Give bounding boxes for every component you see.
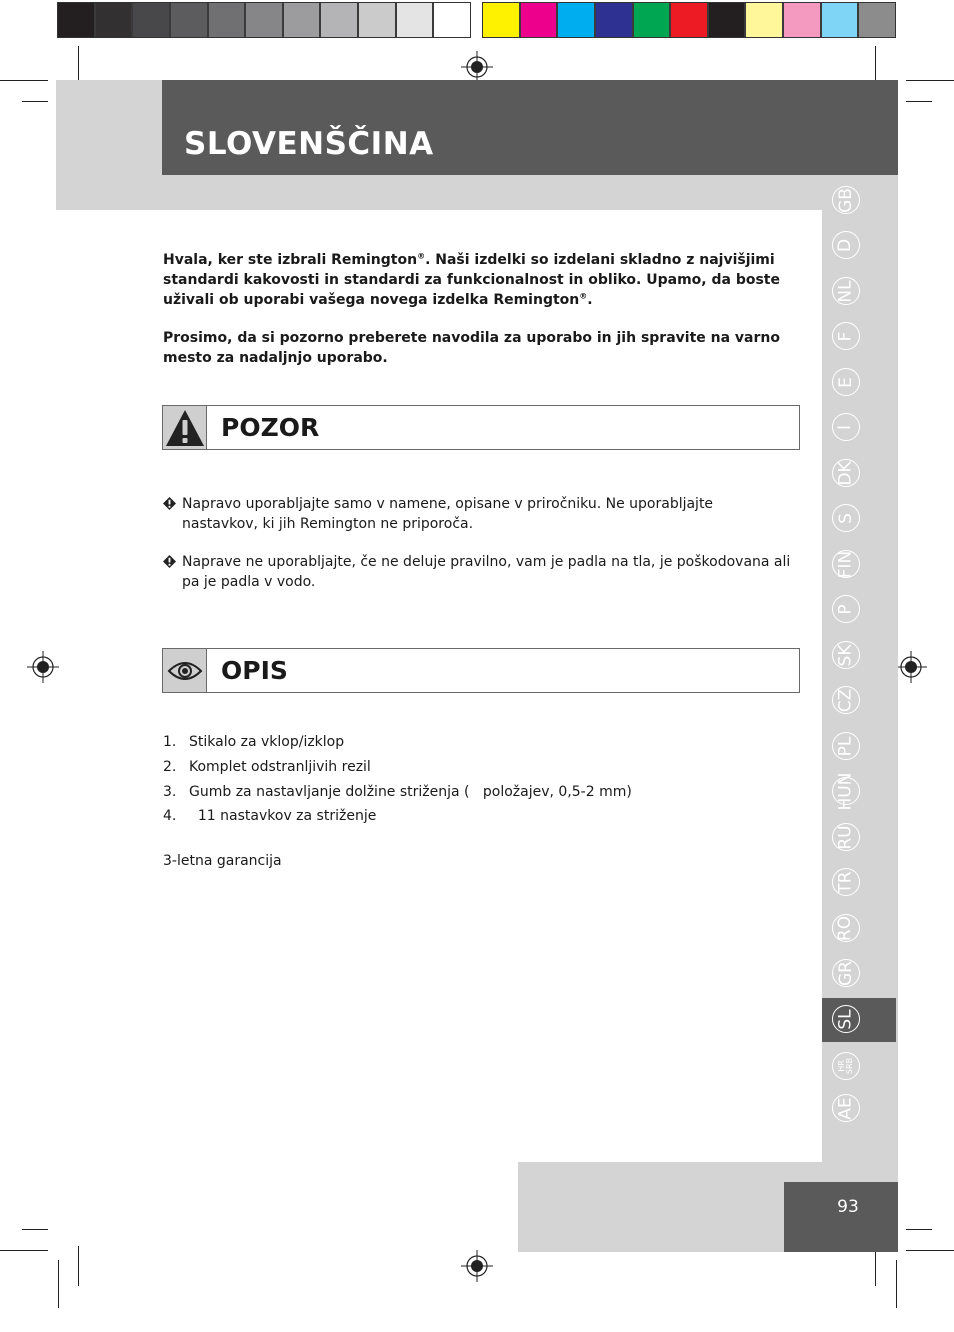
color-swatch <box>284 3 322 37</box>
color-swatch <box>171 3 209 37</box>
page-number: 93 <box>837 1197 859 1217</box>
warranty-text: 3-letna garancija <box>163 853 282 869</box>
list-item <box>163 755 632 780</box>
footer-band-dark <box>784 1182 898 1252</box>
color-swatch <box>634 3 672 37</box>
color-swatch <box>483 3 521 37</box>
item-number: 3. <box>163 783 177 800</box>
language-tab-label: SL <box>835 1008 856 1030</box>
registration-mark-icon <box>895 651 927 683</box>
language-tab-gr[interactable] <box>832 959 860 987</box>
item-number: 2. <box>163 759 177 776</box>
language-tab-label: FIN <box>835 550 856 578</box>
crop-mark <box>906 80 954 81</box>
exclamation-triangle-icon <box>163 406 207 449</box>
item-number: 1. <box>163 734 177 751</box>
language-tab-label: SK <box>835 644 856 666</box>
language-tab-label: I <box>835 424 856 430</box>
color-swatch <box>96 3 134 37</box>
eye-icon <box>163 649 207 692</box>
language-tab-label: E <box>835 376 856 388</box>
registration-mark-icon <box>461 1250 493 1282</box>
color-swatch <box>596 3 634 37</box>
language-tab-label: PL <box>835 736 856 756</box>
color-swatch <box>434 3 470 37</box>
list-item <box>163 552 793 592</box>
color-swatch <box>671 3 709 37</box>
language-tab-label: GB <box>835 187 856 213</box>
color-swatch <box>822 3 860 37</box>
grayscale-color-bar <box>57 2 471 38</box>
caution-item-text: Napravo uporabljajte samo v namene, opisane v priročniku. Ne uporabljajte nastavkov, ki jih Remington ne priporoča. <box>182 496 714 532</box>
color-swatch <box>58 3 96 37</box>
language-tab-label: P <box>835 603 856 615</box>
crop-mark <box>22 101 48 102</box>
language-tab-fin[interactable] <box>832 550 860 578</box>
warning-diamond-icon <box>163 494 182 534</box>
registration-mark-icon <box>461 51 493 83</box>
crop-mark <box>0 80 48 81</box>
item-text: Stikalo za vklop/izklop <box>189 734 345 751</box>
item-text: Gumb za nastavljanje dolžine striženja ( položajev, 0,5-2 mm) <box>189 783 632 800</box>
warning-diamond-icon <box>163 552 182 592</box>
crop-mark <box>22 1229 48 1230</box>
cmyk-color-bar <box>482 2 896 38</box>
list-item <box>163 804 632 829</box>
language-tab-label: TR <box>835 870 856 894</box>
item-number: 4. <box>163 808 177 825</box>
language-tab-cz[interactable] <box>832 686 860 714</box>
language-tab-sk[interactable] <box>832 641 860 669</box>
language-tab-sl[interactable] <box>832 1005 860 1033</box>
color-swatch <box>859 3 895 37</box>
color-swatch <box>246 3 284 37</box>
color-swatch <box>359 3 397 37</box>
color-swatch <box>397 3 435 37</box>
crop-mark <box>896 1260 897 1308</box>
language-tab-e[interactable] <box>832 368 860 396</box>
crop-mark <box>58 1260 59 1308</box>
language-tab-label: HUN <box>835 772 856 810</box>
language-tab-nl[interactable] <box>832 277 860 305</box>
crop-mark <box>0 1250 48 1251</box>
language-tab-label: S <box>835 512 856 524</box>
intro-instructions: Prosimo, da si pozorno preberete navodila za uporabo in jih spravite na varno mesto za nadaljnjo uporabo. <box>163 330 780 366</box>
registration-mark-icon <box>27 651 59 683</box>
intro-text: Hvala, ker ste izbrali Remington <box>163 252 418 268</box>
description-section-header <box>162 648 800 693</box>
registered-mark: ® <box>579 291 588 301</box>
language-tab-hun[interactable] <box>832 772 860 810</box>
crop-mark <box>906 1250 954 1251</box>
language-tab-f[interactable] <box>832 322 860 350</box>
language-tab-pl[interactable] <box>832 732 860 760</box>
intro-paragraph <box>163 250 803 310</box>
language-tab-label: DK <box>835 460 856 486</box>
language-tab-label: AE <box>835 1096 856 1120</box>
language-tab-gb[interactable] <box>832 186 860 214</box>
intro-text: . <box>587 292 593 308</box>
caution-item-text: Naprave ne uporabljajte, če ne deluje pravilno, vam je padla na tla, je poškodovana ali pa je padla v vodo. <box>182 554 791 590</box>
language-tab-label: NL <box>835 279 856 303</box>
parts-list <box>163 730 632 829</box>
color-swatch <box>709 3 747 37</box>
list-item <box>163 779 632 804</box>
registered-mark: ® <box>417 251 426 261</box>
color-swatch <box>521 3 559 37</box>
color-swatch <box>209 3 247 37</box>
intro-text: . Naši izdelki so izdelani skladno z najvišjimi standardi kakovosti in standardi za funkcionalnost in obliko. Upamo, da boste uživali ob uporabi vašega novega izdelka Remington <box>163 252 780 308</box>
description-title: OPIS <box>221 656 288 685</box>
color-swatch <box>321 3 359 37</box>
language-tab-ro[interactable] <box>832 914 860 942</box>
language-tab-hr-srb[interactable] <box>832 1052 860 1080</box>
caution-title: POZOR <box>221 413 320 442</box>
item-text: 11 nastavkov za striženje <box>189 808 377 825</box>
language-tab-dk[interactable] <box>832 459 860 487</box>
item-text: Komplet odstranljivih rezil <box>189 759 371 776</box>
crop-mark <box>906 1229 932 1230</box>
language-tab-label: D <box>835 238 856 252</box>
crop-mark <box>875 1246 876 1286</box>
color-swatch <box>746 3 784 37</box>
language-tab-tr[interactable] <box>832 868 860 896</box>
language-tab-ru[interactable] <box>832 823 860 851</box>
language-tab-ae[interactable] <box>832 1094 860 1122</box>
color-swatch <box>558 3 596 37</box>
language-tab-label: HR SRB <box>837 1057 854 1075</box>
page-title: SLOVENŠČINA <box>184 126 434 162</box>
language-tab-s[interactable] <box>832 504 860 532</box>
list-item <box>163 730 632 755</box>
language-tab-label: RO <box>835 915 856 941</box>
caution-section-header <box>162 405 800 450</box>
language-tab-label: CZ <box>835 688 856 712</box>
list-item <box>163 494 793 534</box>
language-tab-i[interactable] <box>832 413 860 441</box>
language-tab-label: F <box>835 331 856 341</box>
language-tab-p[interactable] <box>832 595 860 623</box>
crop-mark <box>906 101 932 102</box>
color-swatch <box>133 3 171 37</box>
color-swatch <box>784 3 822 37</box>
language-tab-label: RU <box>835 824 856 850</box>
language-tab-d[interactable] <box>832 231 860 259</box>
language-tab-label: GR <box>835 960 856 986</box>
crop-mark <box>78 1246 79 1286</box>
